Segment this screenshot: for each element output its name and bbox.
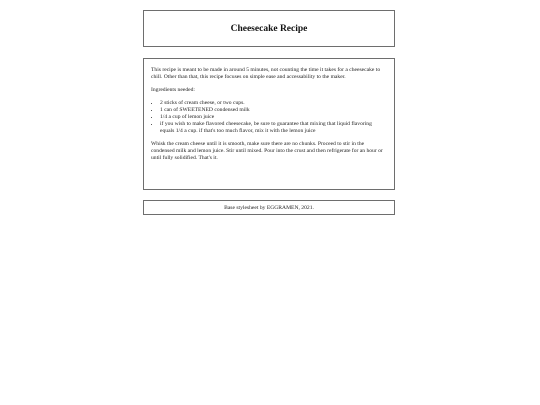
list-item: • 1/4 a cup of lemon juice — [160, 114, 387, 121]
recipe-content — [143, 58, 395, 190]
ingredients-heading: Ingredients needed: — [151, 87, 195, 93]
list-item: • if you wish to make flavored cheesecake, be sure to guarantee that mixing that liquid flavoring equals 1/4 a cup. if that's too much flavor, mix it with the lemon juice — [160, 121, 387, 135]
footer-credit: Base stylesheet by EGGRAMEN, 2021. — [224, 204, 314, 211]
header-box — [143, 10, 395, 47]
ingredients-list — [151, 100, 387, 135]
page-title: Cheesecake Recipe — [230, 23, 308, 34]
intro-paragraph: This recipe is meant to be made in around 5 minutes, not counting the time it takes for a cheesecake to chill. Other than that, this recipe focuses on simple ease and accessability to the maker. — [151, 67, 381, 80]
footer — [143, 200, 395, 215]
list-item: • 1 can of SWEETENED condensed milk — [160, 107, 387, 114]
list-item: • 2 sticks of cream cheese, or two cups. — [160, 100, 387, 107]
instructions-paragraph: Whisk the cream cheese until it is smooth, make sure there are no chunks. Proceed to stir in the condensed milk and lemon juice. Stir until mixed. Pour into the crust and then refrigerate for an hour or until fully solidified. That's it. — [151, 141, 383, 161]
